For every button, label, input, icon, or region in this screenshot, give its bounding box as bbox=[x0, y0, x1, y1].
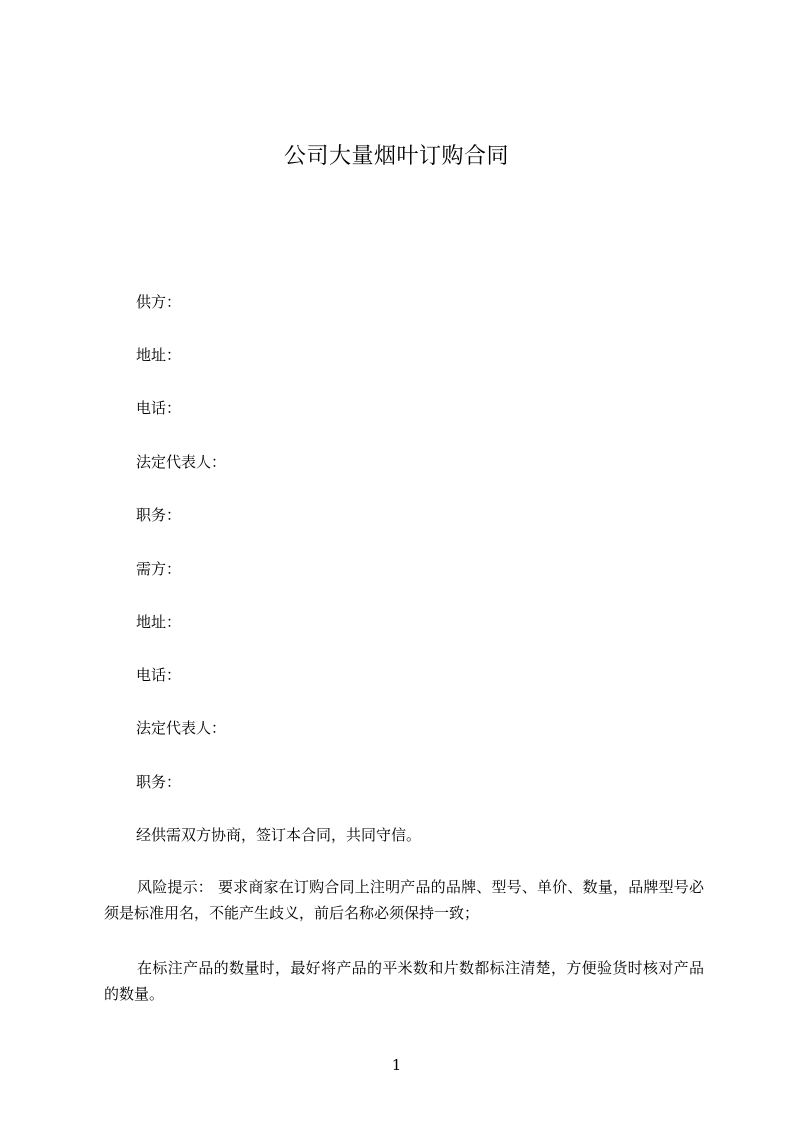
supplier-party-label: 供方： bbox=[136, 293, 182, 311]
supplier-position-label: 职务： bbox=[136, 506, 182, 524]
buyer-party-label: 需方： bbox=[136, 560, 182, 578]
buyer-legal-rep-label: 法定代表人： bbox=[136, 719, 227, 737]
quantity-note-paragraph: 在标注产品的数量时，最好将产品的平米数和片数都标注清楚，方便验货时核对产品的数量。 bbox=[104, 959, 704, 1003]
supplier-address-label: 地址： bbox=[136, 346, 182, 364]
risk-warning-paragraph: 风险提示： 要求商家在订购合同上注明产品的品牌、型号、单价、数量，品牌型号必须是标准用名，不能产生歧义，前后名称必须保持一致； bbox=[104, 878, 704, 922]
agreement-statement: 经供需双方协商，签订本合同，共同守信。 bbox=[136, 826, 422, 844]
buyer-phone-label: 电话： bbox=[136, 666, 182, 684]
buyer-position-label: 职务： bbox=[136, 773, 182, 791]
supplier-legal-rep-label: 法定代表人： bbox=[136, 453, 227, 471]
supplier-phone-label: 电话： bbox=[136, 399, 182, 417]
buyer-address-label: 地址： bbox=[136, 613, 182, 631]
contract-title: 公司大量烟叶订购合同 bbox=[283, 144, 509, 169]
page-number: 1 bbox=[391, 1056, 402, 1074]
